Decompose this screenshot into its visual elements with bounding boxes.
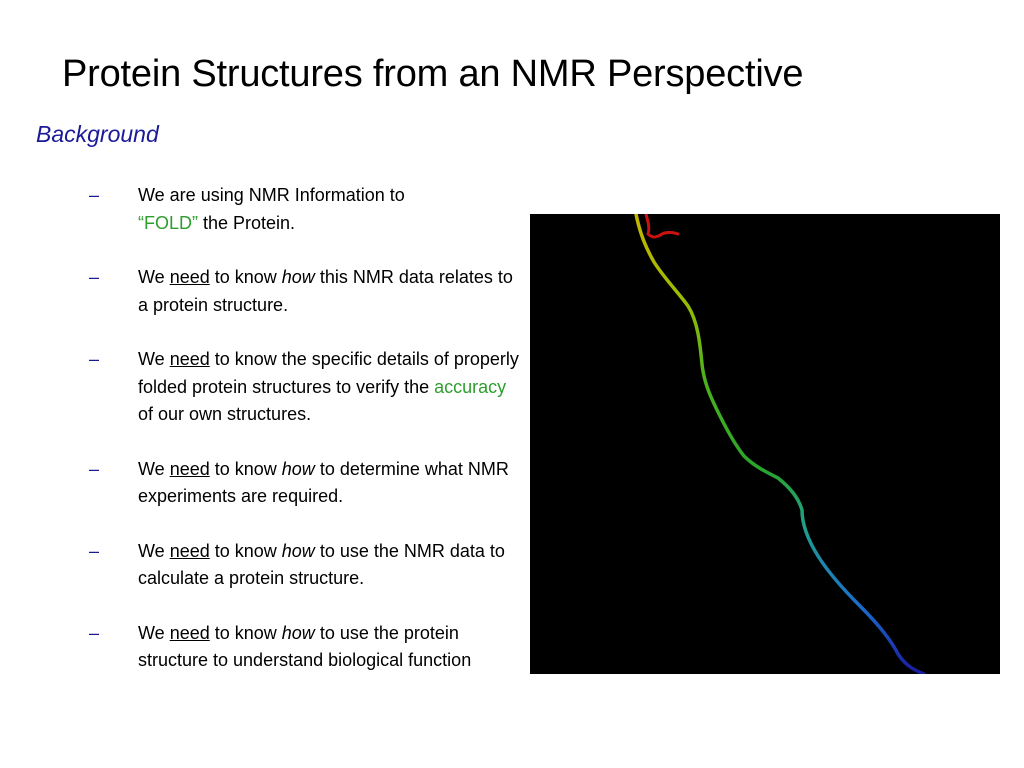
chain-terminal-segment [646, 214, 678, 237]
need-emphasis: need [169, 540, 210, 561]
bullet-text: the Protein. [198, 212, 296, 233]
bullet-text: We [138, 267, 170, 287]
bullet-text: to use the NMR data to calculate a protein structure. [138, 540, 505, 588]
bullet-text: We [138, 458, 170, 479]
bullet-dash: – [88, 185, 99, 205]
section-heading: Background [36, 121, 159, 147]
bullet-dash: – [88, 349, 99, 369]
accuracy-highlight: accuracy [434, 376, 507, 397]
bullet-item-accuracy [84, 346, 524, 429]
need-emphasis: need [169, 349, 210, 369]
protein-structure-image [530, 214, 1000, 674]
bullet-text: to know the specific details of properly folded protein structures to verify the [138, 349, 519, 397]
how-emphasis: how [281, 540, 315, 561]
bullet-item-experiments [84, 456, 524, 511]
bullet-text: to know [209, 622, 282, 643]
bullet-text: to know [209, 540, 282, 561]
slide-title: Protein Structures from an NMR Perspective [62, 53, 804, 95]
bullet-text: to determine what NMR experiments are required. [138, 458, 509, 506]
bullet-dash: – [88, 622, 99, 643]
bullet-text: this NMR data relates to a protein structure. [138, 267, 513, 315]
chain-backbone [636, 214, 924, 674]
bullet-text: to use the protein structure to understand biological function [138, 622, 472, 670]
how-emphasis: how [281, 267, 315, 287]
fold-highlight: “FOLD” [138, 212, 198, 233]
bullet-item-calculate [84, 538, 524, 593]
need-emphasis: need [169, 267, 210, 287]
bullet-text: We [138, 622, 170, 643]
bullet-item-fold [84, 182, 524, 237]
bullet-text: We are using NMR Information to [138, 185, 405, 205]
bullet-dash: – [88, 267, 99, 287]
need-emphasis: need [169, 458, 210, 479]
bullet-text: to know [209, 458, 282, 479]
bullet-dash: – [88, 458, 99, 479]
bullet-list [84, 182, 524, 702]
bullet-text: We [138, 540, 170, 561]
bullet-item-function [84, 620, 524, 675]
protein-backbone-trace-icon [530, 214, 1000, 674]
bullet-dash: – [88, 540, 99, 561]
how-emphasis: how [281, 458, 315, 479]
bullet-item-relates [84, 264, 524, 319]
how-emphasis: how [281, 622, 315, 643]
need-emphasis: need [169, 622, 210, 643]
bullet-text: of our own structures. [138, 404, 312, 424]
bullet-text: We [138, 349, 170, 369]
bullet-text: to know [209, 267, 282, 287]
